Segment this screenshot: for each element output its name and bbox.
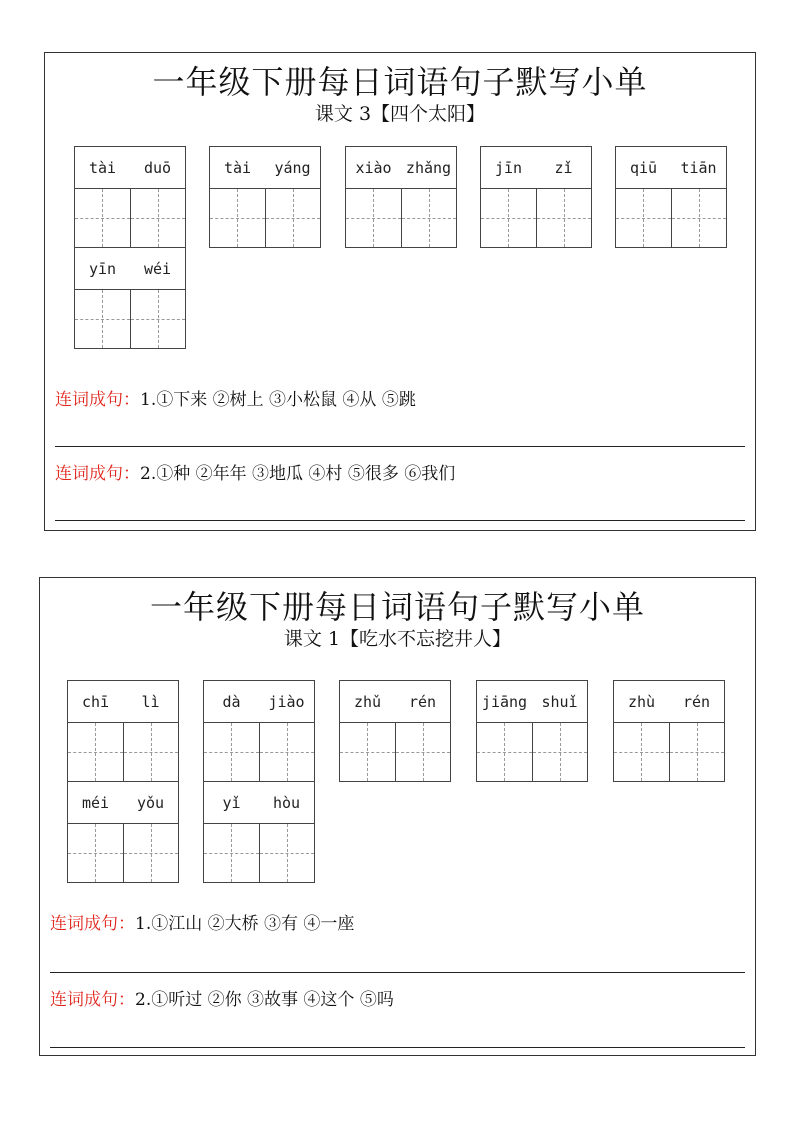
writing-cell [130,189,186,247]
pinyin-row [210,147,320,189]
pinyin-row [614,681,724,723]
writing-grid [75,290,185,348]
word-box [203,680,315,782]
pinyin: qiū [629,158,658,177]
exercise-label: 连词成句： [55,464,140,484]
word-box [74,247,186,349]
writing-grid [340,723,450,781]
word-box [203,781,315,883]
writing-cell [671,189,727,247]
pinyin: tiān [680,158,717,177]
pinyin: yǒu [136,793,165,812]
pinyin-row [481,147,591,189]
exercise-words: 2.①听过 ②你 ③故事 ④这个 ⑤吗 [135,990,394,1010]
writing-grid [477,723,587,781]
pinyin: chī [81,692,110,711]
writing-grid [346,189,456,247]
word-box [476,680,588,782]
word-box [67,680,179,782]
writing-grid [204,824,314,882]
worksheet-title: 一年级下册每日词语句子默写小单 [152,63,648,101]
word-box [339,680,451,782]
pinyin: dà [222,692,241,711]
exercise-words: 1.①下来 ②树上 ③小松鼠 ④从 ⑤跳 [140,390,416,410]
writing-grid [68,723,178,781]
word-box [345,146,457,248]
writing-cell [395,723,451,781]
worksheet-2 [39,577,756,1056]
answer-line[interactable] [55,446,745,447]
pinyin: jīn [494,158,523,177]
worksheet-1 [44,52,756,531]
exercise-label: 连词成句： [55,390,140,410]
writing-cell [477,723,532,781]
exercise-label: 连词成句： [50,914,135,934]
writing-cell [536,189,592,247]
writing-grid [75,189,185,247]
writing-cell [532,723,588,781]
pinyin-row [204,782,314,824]
pinyin: jiāng [481,692,528,711]
writing-cell [75,290,130,348]
pinyin: rén [682,692,711,711]
writing-cell [259,723,315,781]
answer-line[interactable] [50,972,745,973]
pinyin: xiào [355,158,392,177]
pinyin-row [68,681,178,723]
writing-grid [204,723,314,781]
exercise-words: 2.①种 ②年年 ③地瓜 ④村 ⑤很多 ⑥我们 [140,464,456,484]
writing-cell [204,723,259,781]
writing-cell [210,189,265,247]
pinyin: zhǎng [405,158,452,177]
writing-cell [481,189,536,247]
pinyin-row [477,681,587,723]
writing-cell [614,723,669,781]
writing-grid [481,189,591,247]
exercise-words: 1.①江山 ②大桥 ③有 ④一座 [135,914,355,934]
writing-cell [68,723,123,781]
word-box [74,146,186,248]
pinyin-row [68,782,178,824]
pinyin: tài [223,158,252,177]
pinyin: zǐ [554,158,573,177]
word-box [615,146,727,248]
lesson-subtitle: 课文 1【吃水不忘挖井人】 [283,628,512,650]
word-box [209,146,321,248]
pinyin: hòu [272,793,301,812]
pinyin: duō [143,158,172,177]
pinyin-row [75,147,185,189]
sentence-exercise-2 [55,459,455,484]
writing-cell [259,824,315,882]
writing-cell [123,824,179,882]
sentence-exercise-1 [55,385,416,410]
pinyin: yǐ [222,793,241,812]
pinyin-row [616,147,726,189]
worksheet-title: 一年级下册每日词语句子默写小单 [149,588,645,626]
word-box [480,146,592,248]
pinyin: yīn [88,259,117,278]
pinyin: yáng [274,158,311,177]
pinyin: méi [81,793,110,812]
pinyin: shuǐ [541,692,578,711]
writing-grid [616,189,726,247]
word-box [613,680,725,782]
writing-cell [669,723,725,781]
lesson-subtitle: 课文 3【四个太阳】 [314,103,486,125]
sentence-exercise-1 [50,909,354,934]
pinyin: zhǔ [353,692,382,711]
answer-line[interactable] [55,520,745,521]
writing-cell [346,189,401,247]
writing-cell [616,189,671,247]
pinyin: wéi [143,259,172,278]
writing-grid [614,723,724,781]
writing-cell [123,723,179,781]
pinyin-row [204,681,314,723]
answer-line[interactable] [50,1047,745,1048]
pinyin-row [340,681,450,723]
writing-cell [204,824,259,882]
exercise-label: 连词成句： [50,990,135,1010]
writing-grid [68,824,178,882]
writing-cell [75,189,130,247]
writing-cell [130,290,186,348]
sentence-exercise-2 [50,985,394,1010]
writing-cell [340,723,395,781]
writing-cell [401,189,457,247]
pinyin: rén [408,692,437,711]
word-box [67,781,179,883]
pinyin: lì [141,692,160,711]
writing-cell [68,824,123,882]
writing-cell [265,189,321,247]
writing-grid [210,189,320,247]
pinyin-row [346,147,456,189]
pinyin: jiào [268,692,305,711]
pinyin: zhù [627,692,656,711]
pinyin: tài [88,158,117,177]
pinyin-row [75,248,185,290]
